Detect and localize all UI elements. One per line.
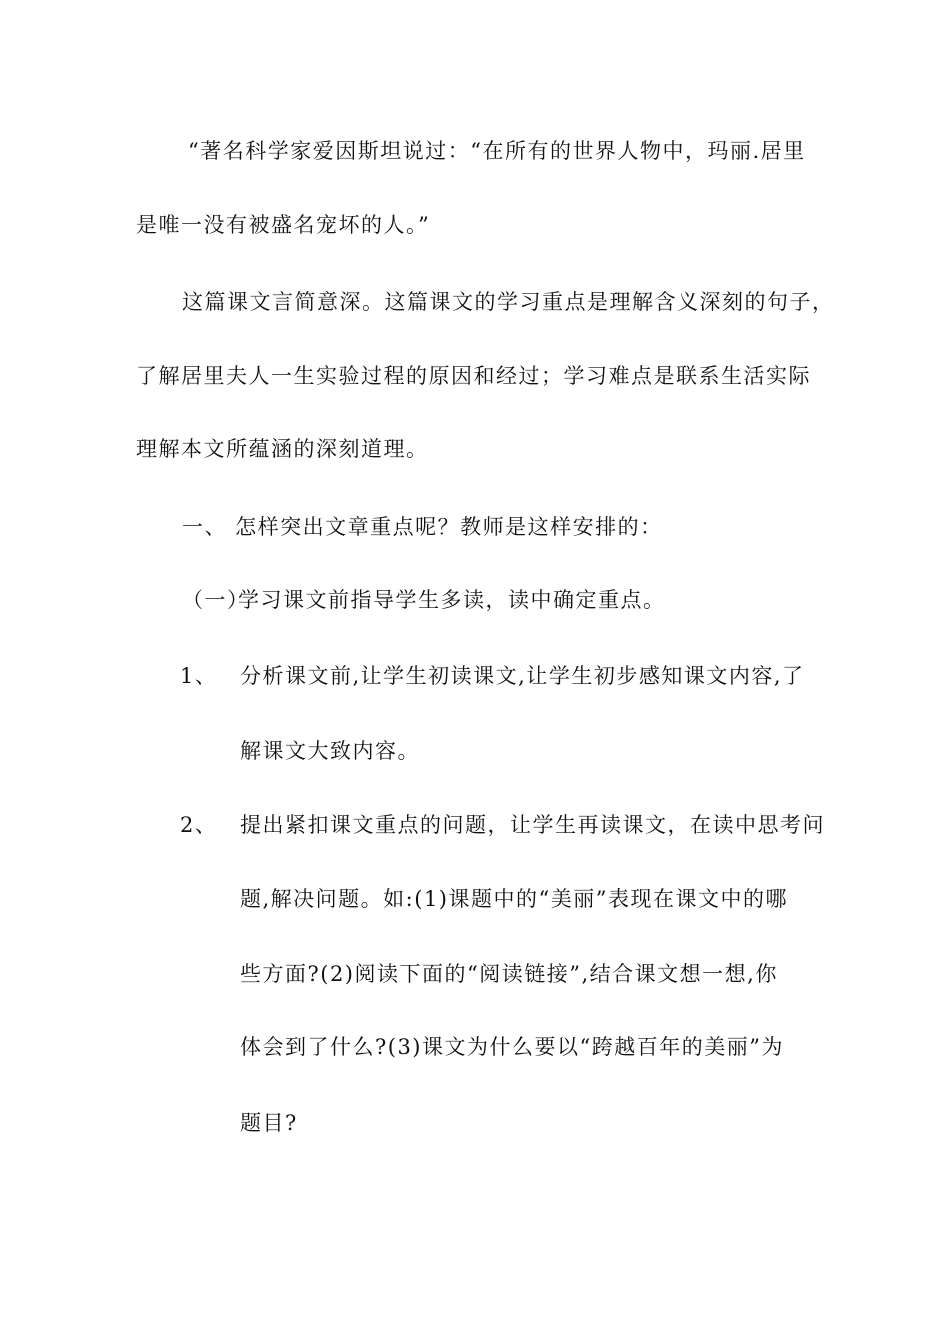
list-item-2-line-3: 些方面?(2)阅读下面的“阅读链接”,结合课文想一想,你: [240, 962, 778, 986]
list-item-2-line-5: 题目?: [240, 1111, 298, 1135]
section-heading-one: 一、 怎样突出文章重点呢？教师是这样安排的：: [182, 515, 663, 539]
list-item-1-line-1: 分析课文前,让学生初读课文,让学生初步感知课文内容,了: [240, 664, 805, 688]
list-item-2-line-2: 题,解决问题。如:(1)课题中的“美丽”表现在课文中的哪: [240, 887, 788, 911]
paragraph-line-1: 这篇课文言简意深。这篇课文的学习重点是理解含义深刻的句子，: [182, 290, 835, 314]
list-item-2-line-1: 提出紧扣课文重点的问题，让学生再读课文，在读中思考问: [240, 813, 825, 837]
quote-line-2: 是唯一没有被盛名宠坏的人。”: [136, 213, 431, 237]
subsection-text: 学习课文前指导学生多读，读中确定重点。: [238, 588, 666, 612]
list-item-2-number: 2、: [180, 813, 218, 837]
list-item-2-line-4: 体会到了什么?(3)课文为什么要以“跨越百年的美丽”为: [240, 1035, 784, 1059]
subsection-marker: （一）: [182, 588, 250, 612]
quote-line-1: “著名科学家爱因斯坦说过：“在所有的世界人物中，玛丽.居里: [188, 139, 806, 163]
paragraph-line-2: 了解居里夫人一生实验过程的原因和经过；学习难点是联系生活实际: [136, 364, 811, 388]
list-item-1-line-2: 解课文大致内容。: [240, 739, 420, 763]
list-item-1-number: 1、: [180, 664, 218, 688]
paragraph-line-3: 理解本文所蕴涵的深刻道理。: [136, 437, 429, 461]
